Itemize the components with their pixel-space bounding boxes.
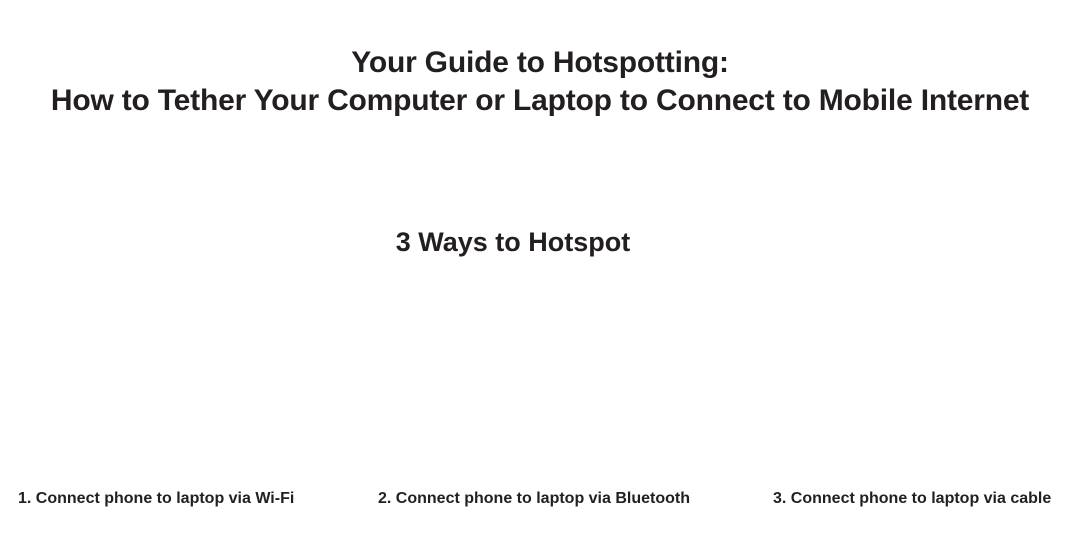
caption-row bbox=[0, 488, 1080, 518]
title-line-2: How to Tether Your Computer or Laptop to Connect to Mobile Internet bbox=[50, 84, 1030, 117]
caption-item-2: 2. Connect phone to laptop via Bluetooth bbox=[378, 490, 690, 507]
caption-item-1: 1. Connect phone to laptop via Wi-Fi bbox=[18, 490, 295, 507]
section-subtitle: 3 Ways to Hotspot bbox=[395, 227, 631, 257]
title-line-1: Your Guide to Hotspotting: bbox=[351, 46, 729, 79]
caption-item-3: 3. Connect phone to laptop via cable bbox=[773, 490, 1052, 507]
page-title bbox=[0, 44, 1080, 120]
